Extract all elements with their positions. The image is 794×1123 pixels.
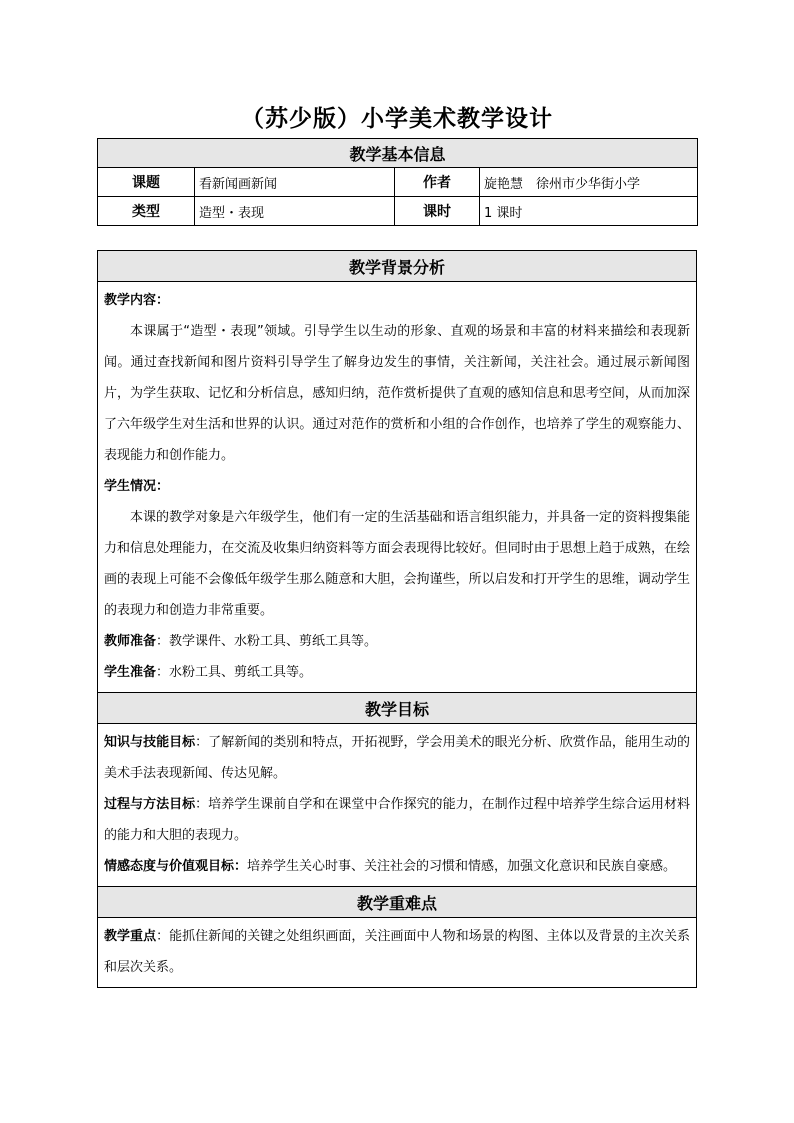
basic-info-heading: 教学基本信息 — [98, 139, 698, 168]
topic-value: 看新闻画新闻 — [195, 168, 395, 197]
author-value: 旋艳慧 徐州市少华街小学 — [480, 168, 698, 197]
key-points-heading: 教学重难点 — [98, 887, 697, 918]
topic-label: 课题 — [98, 168, 195, 197]
student-text: 本课的教学对象是六年级学生，他们有一定的生活基础和语言组织能力，并具备一定的资料搜集能力和信息处理能力，在交流及收集归纳资料等方面会表现得比较好。但同时由于思想上趋于成熟，在绘画的表现上可能不会像低年级学生那么随意和大胆，会拘谨些，所以启发和打开学生的思维，调动学生的表现力和创造力非常重要。 — [104, 510, 690, 618]
teacher-prep-label: 教师准备 — [104, 634, 157, 649]
type-value: 造型・表现 — [195, 197, 395, 226]
key-points-body — [98, 918, 697, 988]
author-label: 作者 — [395, 168, 480, 197]
teacher-prep-text: ：教学课件、水粉工具、剪纸工具等。 — [156, 634, 378, 649]
type-label: 类型 — [98, 197, 195, 226]
focus-label: 教学重点 — [104, 929, 157, 944]
emotion-label: 情感态度与价值观目标： — [104, 859, 248, 874]
goals-heading: 教学目标 — [98, 693, 697, 724]
basic-info-table — [97, 138, 698, 226]
goals-body — [98, 724, 697, 887]
background-body — [98, 282, 697, 693]
knowledge-text: ：了解新闻的类别和特点，开拓视野，学会用美术的眼光分析、欣赏作品，能用生动的美术手法表现新闻、传达见解。 — [104, 735, 690, 781]
content-text: 本课属于“造型・表现”领域。引导学生以生动的形象、直观的场景和丰富的材料来描绘和表现新闻。通过查找新闻和图片资料引导学生了解身边发生的事情，关注新闻，关注社会。通过展示新闻图片，为学生获取、记忆和分析信息，感知归纳，范作赏析提供了直观的感知信息和思考空间，从而加深了六年级学生对生活和世界的认识。通过对范作的赏析和小组的合作创作，也培养了学生的观察能力、表现能力和创作能力。 — [104, 324, 690, 463]
period-value: 1 课时 — [480, 197, 698, 226]
student-prep-label: 学生准备 — [104, 665, 157, 680]
emotion-text: 培养学生关心时事、关注社会的习惯和情感，加强文化意识和民族自豪感。 — [247, 859, 677, 874]
student-label: 学生情况： — [104, 479, 170, 494]
document-title: （苏少版）小学美术教学设计 — [241, 106, 553, 132]
analysis-table — [97, 250, 697, 988]
process-label: 过程与方法目标 — [104, 797, 196, 812]
student-prep-text: ：水粉工具、剪纸工具等。 — [156, 665, 313, 680]
knowledge-label: 知识与技能目标 — [104, 735, 196, 750]
content-label: 教学内容： — [104, 293, 170, 308]
focus-text: ：能抓住新闻的关键之处组织画面，关注画面中人物和场景的构图、主体以及背景的主次关系和层次关系。 — [104, 929, 690, 975]
period-label: 课时 — [395, 197, 480, 226]
background-heading: 教学背景分析 — [98, 251, 697, 282]
process-text: ：培养学生课前自学和在课堂中合作探究的能力，在制作过程中培养学生综合运用材料的能力和大胆的表现力。 — [104, 797, 690, 843]
